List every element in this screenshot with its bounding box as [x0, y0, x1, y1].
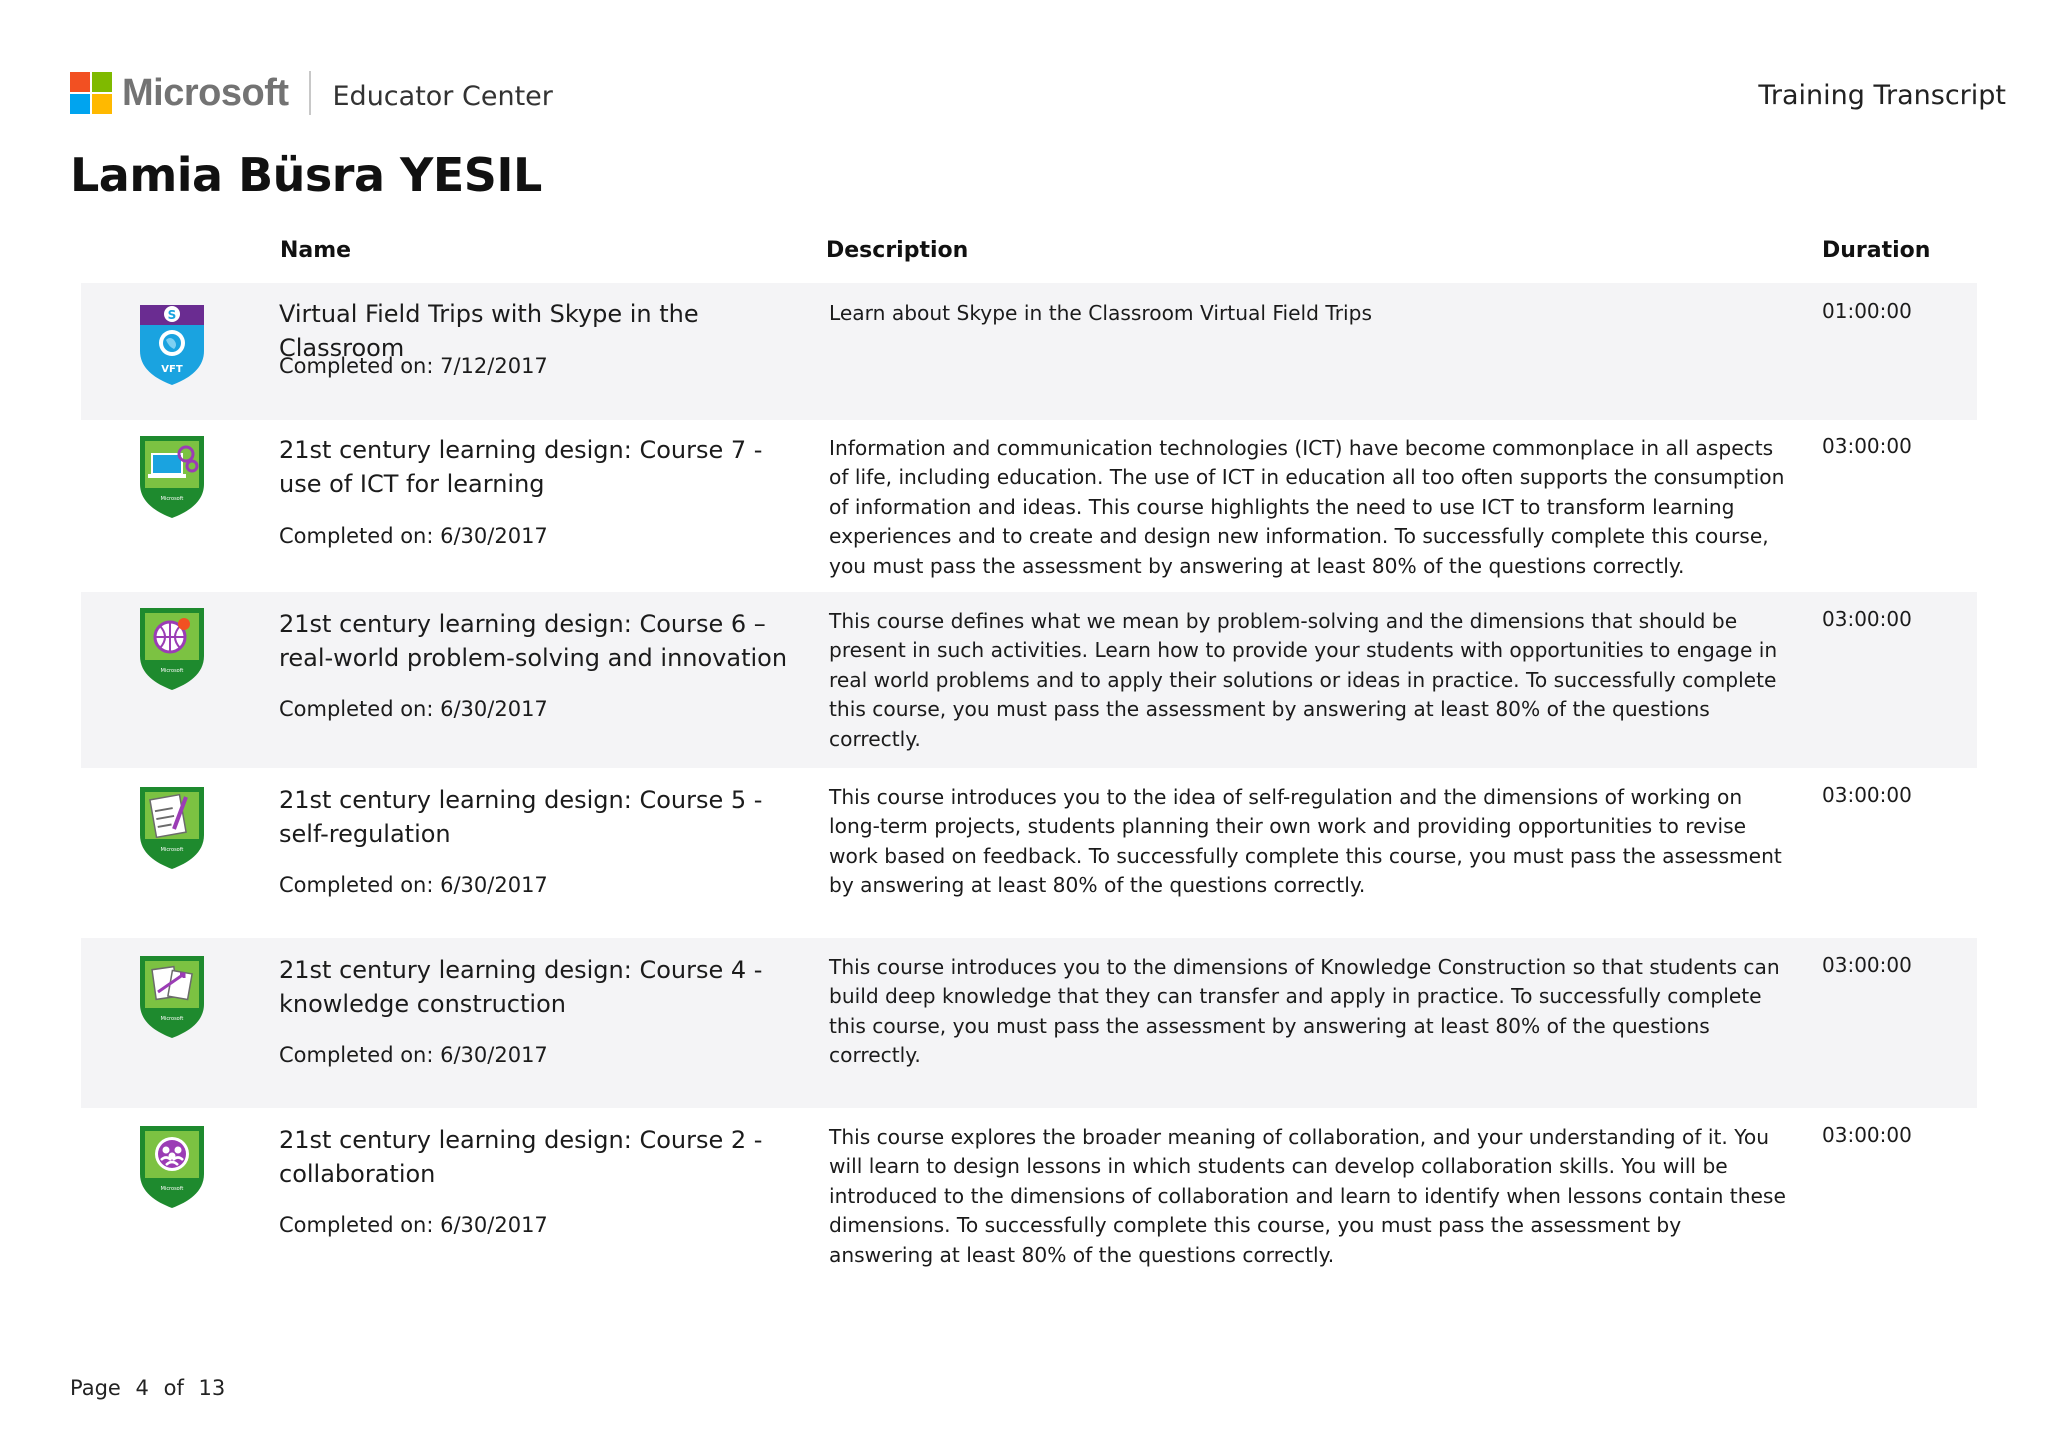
table-row [81, 283, 1977, 420]
table-row [81, 592, 1977, 768]
document-type-label: Training Transcript [1758, 80, 2006, 111]
brand-divider [309, 71, 311, 115]
course-description: This course defines what we mean by problem-solving and the dimensions that should be present in such activities. Learn how to provide your students with opportunities to engage in real world problems and to apply their solutions or ideas in practice. To successfully complete this course, you must pass the assessment by answering at least 80% of the questions correctly. [829, 609, 1778, 751]
learner-name: Lamia Büsra YESIL [70, 148, 542, 202]
completion-date: Completed on: 6/30/2017 [279, 697, 548, 721]
svg-text:VFT: VFT [161, 364, 183, 375]
course-title: 21st century learning design: Course 7 - use of ICT for learning [279, 436, 763, 498]
problem-solving-badge-icon [136, 604, 208, 694]
microsoft-wordmark: Microsoft [122, 71, 289, 114]
course-description: This course introduces you to the dimensions of Knowledge Construction so that students can build deep knowledge that they can transfer and apply in practice. To successfully complete this course, you must pass the assessment by answering at least 80% of the questions correctly. [829, 955, 1780, 1068]
skype-vft-badge-icon [136, 299, 208, 389]
svg-text:Microsoft: Microsoft [160, 496, 184, 502]
ict-learning-badge-icon [136, 432, 208, 522]
microsoft-logo-icon [70, 72, 112, 114]
course-duration: 01:00:00 [1822, 299, 1912, 323]
course-description: This course explores the broader meaning of collaboration, and your understanding of it. You will learn to design lessons in which students can develop collaboration skills. You will be introduced to the dimensions of collaboration and learn to identify when lessons contain these dimensions. To successfully complete this course, you must pass the assessment by answering at least 80% of the questions correctly. [829, 1125, 1786, 1267]
course-title: 21st century learning design: Course 6 – real-world problem-solving and innovation [279, 610, 788, 672]
course-title: 21st century learning design: Course 4 - knowledge construction [279, 956, 763, 1018]
completion-date: Completed on: 7/12/2017 [279, 354, 548, 378]
of-label: of [163, 1376, 184, 1400]
table-row [81, 420, 1977, 592]
page-label: Page [70, 1376, 121, 1400]
table-row [81, 768, 1977, 938]
table-header [0, 238, 2048, 278]
course-description: Learn about Skype in the Classroom Virtual Field Trips [829, 301, 1372, 325]
svg-text:Microsoft: Microsoft [160, 1186, 184, 1192]
page-current: 4 [135, 1376, 149, 1400]
table-row [81, 1108, 1977, 1284]
brand-header [70, 70, 553, 116]
course-duration: 03:00:00 [1822, 1123, 1912, 1147]
course-title: Virtual Field Trips with Skype in the Classroom [279, 300, 699, 362]
page-indicator [70, 1376, 225, 1400]
course-description: This course introduces you to the idea of self-regulation and the dimensions of working on long-term projects, students planning their own work and providing opportunities to revise work based on feedback. To successfully complete this course, you must pass the assessment by answering at least 80% of the questions correctly. [829, 785, 1782, 898]
completion-date: Completed on: 6/30/2017 [279, 1213, 548, 1237]
knowledge-construction-badge-icon [136, 952, 208, 1042]
course-title: 21st century learning design: Course 2 - collaboration [279, 1126, 763, 1188]
course-duration: 03:00:00 [1822, 783, 1912, 807]
educator-center-title: Educator Center [332, 80, 553, 112]
svg-text:Microsoft: Microsoft [160, 1016, 184, 1022]
course-title: 21st century learning design: Course 5 - self-regulation [279, 786, 763, 848]
column-header-name: Name [280, 238, 352, 263]
completion-date: Completed on: 6/30/2017 [279, 1043, 548, 1067]
svg-text:Microsoft: Microsoft [160, 668, 184, 674]
course-duration: 03:00:00 [1822, 434, 1912, 458]
self-regulation-badge-icon [136, 783, 208, 873]
course-duration: 03:00:00 [1822, 953, 1912, 977]
page-total: 13 [198, 1376, 226, 1400]
collaboration-badge-icon [136, 1122, 208, 1212]
completion-date: Completed on: 6/30/2017 [279, 873, 548, 897]
svg-text:Microsoft: Microsoft [160, 847, 184, 853]
column-header-duration: Duration [1822, 238, 1931, 263]
svg-text:S: S [167, 308, 177, 322]
course-duration: 03:00:00 [1822, 607, 1912, 631]
course-description: Information and communication technologies (ICT) have become commonplace in all aspects of life, including education. The use of ICT in education all too often supports the consumption of information and ideas. This course highlights the need to use ICT to transform learning experiences and to create and design new information. To successfully complete this course, you must pass the assessment by answering at least 80% of the questions correctly. [829, 436, 1785, 578]
completion-date: Completed on: 6/30/2017 [279, 524, 548, 548]
column-header-description: Description [826, 238, 969, 263]
table-row [81, 938, 1977, 1108]
